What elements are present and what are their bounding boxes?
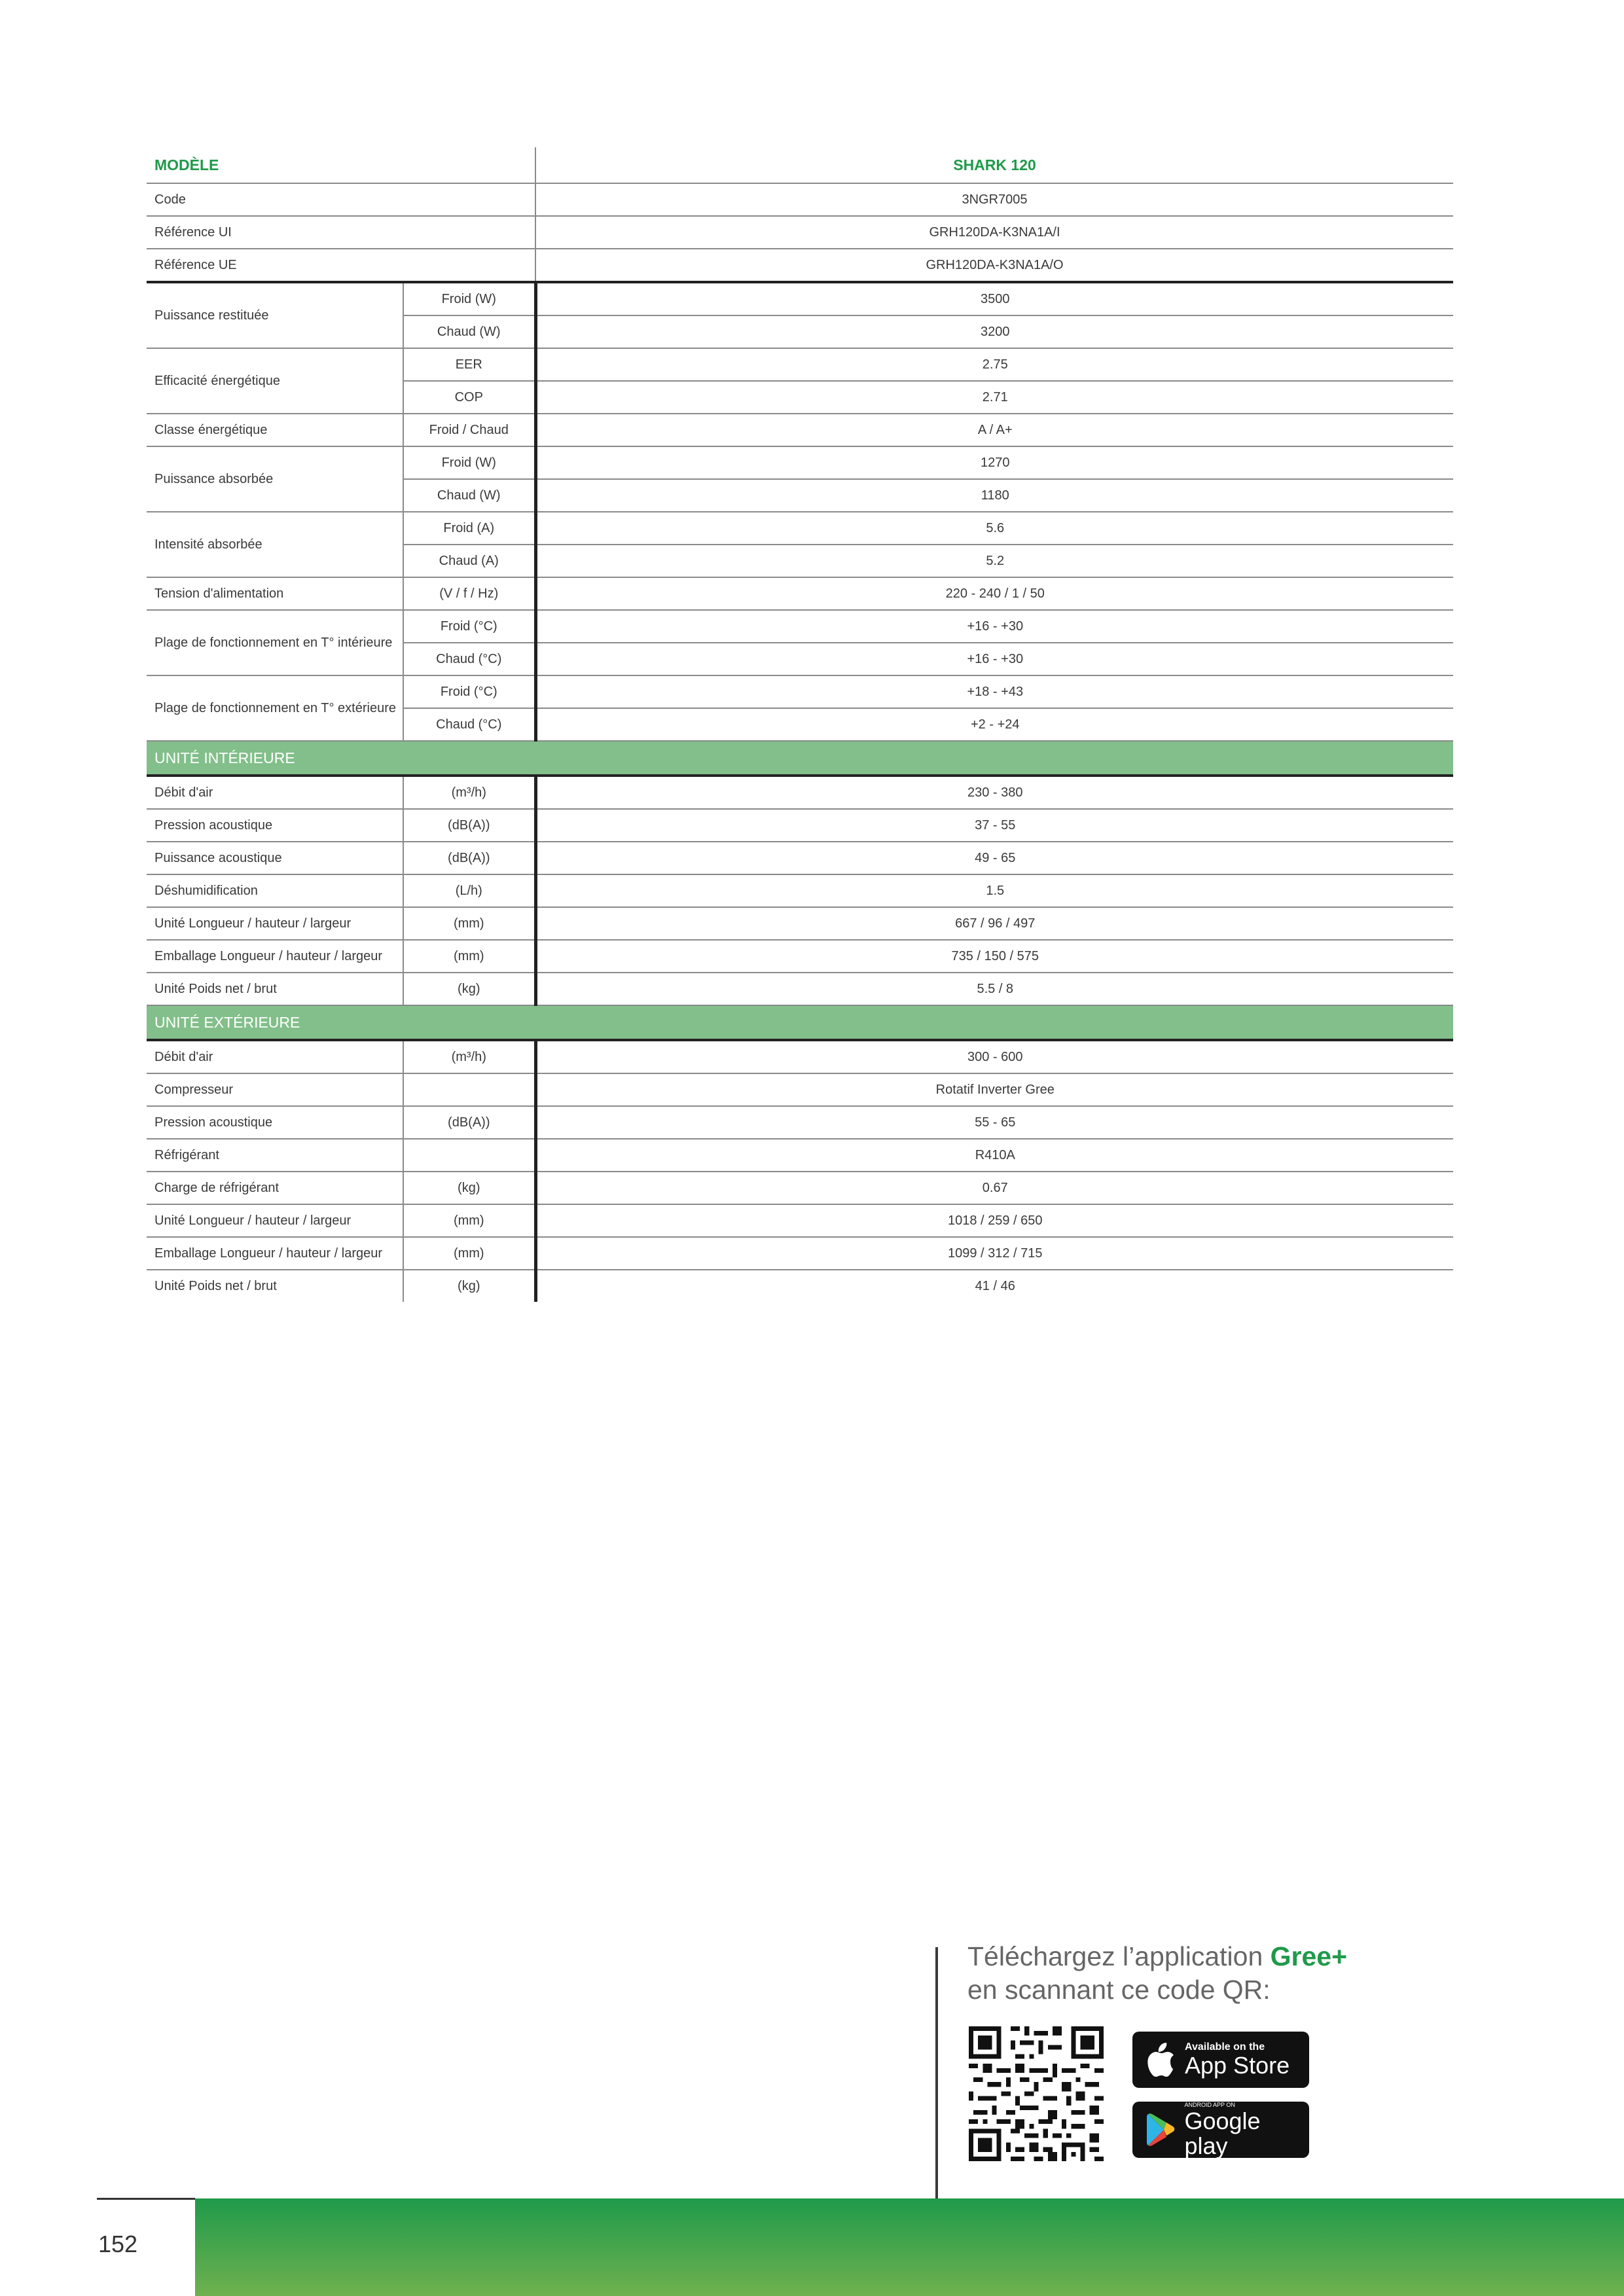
qr-code-icon[interactable] [969,2026,1104,2161]
row-label: Plage de fonctionnement en T° extérieure [147,675,403,741]
row-label: Débit d'air [147,776,403,809]
google-play-badge[interactable] [1132,2102,1309,2158]
row-value: 735 / 150 / 575 [535,940,1453,973]
promo-text: Téléchargez l’application [967,1941,1271,1971]
app-store-small-text: Available on the [1185,2041,1265,2053]
row-value: 41 / 46 [535,1270,1453,1302]
promo-divider [935,1947,938,2200]
row-label: Compresseur [147,1073,403,1106]
row-unit: Froid / Chaud [403,414,535,446]
table-row [147,1237,1453,1270]
google-play-icon [1142,2110,1180,2149]
row-value: R410A [535,1139,1453,1172]
row-unit: (kg) [403,973,535,1005]
row-unit: Chaud (W) [403,315,535,348]
row-value: +16 - +30 [535,643,1453,675]
row-unit: (mm) [403,907,535,940]
row-unit: (mm) [403,940,535,973]
table-row [147,1139,1453,1172]
table-row [147,874,1453,907]
row-value: 49 - 65 [535,842,1453,874]
table-row [147,1073,1453,1106]
row-unit: (L/h) [403,874,535,907]
row-value: 2.75 [535,348,1453,381]
google-play-small-text: ANDROID APP ON [1184,2101,1235,2108]
row-unit: (mm) [403,1237,535,1270]
table-row [147,1040,1453,1073]
row-label: Plage de fonctionnement en T° intérieure [147,610,403,675]
row-label: Classe énergétique [147,414,403,446]
row-unit: (m³/h) [403,776,535,809]
row-value: 3200 [535,315,1453,348]
row-value: 2.71 [535,381,1453,414]
row-label: Unité Poids net / brut [147,973,403,1005]
row-value: 1.5 [535,874,1453,907]
app-store-big-text: App Store [1185,2052,1290,2079]
table-row [147,675,1453,708]
section-title: UNITÉ INTÉRIEURE [147,741,1453,776]
section-header-outdoor [147,1005,1453,1040]
row-unit: EER [403,348,535,381]
table-row [147,183,1453,216]
row-unit: Chaud (°C) [403,708,535,741]
row-value: 220 - 240 / 1 / 50 [535,577,1453,610]
row-label: Code [147,183,535,216]
section-title: UNITÉ EXTÉRIEURE [147,1005,1453,1040]
row-label: Référence UE [147,249,535,282]
model-header-label: MODÈLE [147,147,535,183]
row-unit: (dB(A)) [403,1106,535,1139]
row-label: Puissance restituée [147,282,403,348]
table-row [147,282,1453,315]
table-row [147,940,1453,973]
row-value: 230 - 380 [535,776,1453,809]
row-unit: (m³/h) [403,1040,535,1073]
footer-green-band [195,2198,1624,2296]
row-value: 1018 / 259 / 650 [535,1204,1453,1237]
table-row [147,414,1453,446]
google-play-big-text: Google play [1184,2107,1261,2159]
promo-line1 [967,1941,1347,1972]
row-value: 1270 [535,446,1453,479]
table-header-row [147,147,1453,183]
row-label: Débit d'air [147,1040,403,1073]
row-unit: COP [403,381,535,414]
row-label: Pression acoustique [147,809,403,842]
table-row [147,610,1453,643]
row-unit: (V / f / Hz) [403,577,535,610]
row-label: Charge de réfrigérant [147,1172,403,1204]
row-label: Unité Poids net / brut [154,1278,277,1293]
row-value: 3NGR7005 [535,183,1453,216]
row-label: Emballage Longueur / hauteur / largeur [147,1237,403,1270]
row-value: 37 - 55 [535,809,1453,842]
table-row [147,907,1453,940]
row-unit [403,1073,535,1106]
row-value: 0.67 [535,1172,1453,1204]
row-value: +16 - +30 [535,610,1453,643]
table-row [147,842,1453,874]
row-label: Emballage Longueur / hauteur / largeur [147,940,403,973]
table-row [147,512,1453,545]
row-unit: Froid (°C) [403,675,535,708]
row-label: Pression acoustique [147,1106,403,1139]
model-header-value: SHARK 120 [535,147,1453,183]
row-label: Puissance acoustique [147,842,403,874]
row-unit: Chaud (A) [403,545,535,577]
section-header-indoor [147,741,1453,776]
app-store-badge[interactable] [1132,2032,1309,2088]
row-value: 3500 [535,282,1453,315]
row-value: GRH120DA-K3NA1A/I [535,216,1453,249]
row-label: Unité Longueur / hauteur / largeur [147,1204,403,1237]
row-unit: Froid (W) [403,446,535,479]
promo-brand: Gree+ [1270,1941,1348,1971]
row-value: 667 / 96 / 497 [535,907,1453,940]
row-value: Rotatif Inverter Gree [535,1073,1453,1106]
table-row [147,1172,1453,1204]
row-value: 5.2 [535,545,1453,577]
table-row [147,1270,1453,1302]
row-value: 5.5 / 8 [535,973,1453,1005]
row-value: +2 - +24 [535,708,1453,741]
table-row [147,577,1453,610]
table-row [147,776,1453,809]
row-label: Efficacité énergétique [147,348,403,414]
footer-rule [97,2198,195,2200]
table-row [147,809,1453,842]
row-value: 1180 [535,479,1453,512]
row-value: 55 - 65 [535,1106,1453,1139]
apple-icon [1142,2040,1181,2079]
table-row [147,1204,1453,1237]
row-label: Référence UI [147,216,535,249]
row-unit: (dB(A)) [403,842,535,874]
row-value: 300 - 600 [535,1040,1453,1073]
row-value: GRH120DA-K3NA1A/O [535,249,1453,282]
row-unit [403,1139,535,1172]
page-number: 152 [98,2231,138,2257]
row-unit: Chaud (W) [403,479,535,512]
row-unit: (kg) [403,1172,535,1204]
row-value: 1099 / 312 / 715 [535,1237,1453,1270]
row-value: A / A+ [535,414,1453,446]
table-row [147,249,1453,282]
row-unit: Chaud (°C) [403,643,535,675]
table-row [147,1106,1453,1139]
promo-line2: en scannant ce code QR: [967,1975,1271,2005]
spec-table [147,147,1453,1302]
row-unit: (kg) [403,1270,535,1302]
row-label: Intensité absorbée [147,512,403,577]
row-value: 5.6 [535,512,1453,545]
table-row [147,348,1453,381]
table-row [147,446,1453,479]
row-label: Puissance absorbée [147,446,403,512]
row-value: +18 - +43 [535,675,1453,708]
row-unit: Froid (°C) [403,610,535,643]
row-label: Réfrigérant [147,1139,403,1172]
row-unit: Froid (A) [403,512,535,545]
row-label: Tension d'alimentation [147,577,403,610]
row-unit: (mm) [403,1204,535,1237]
table-row [147,973,1453,1005]
row-unit: (dB(A)) [403,809,535,842]
row-label: Unité Longueur / hauteur / largeur [147,907,403,940]
row-label: Déshumidification [147,874,403,907]
table-row [147,216,1453,249]
row-unit: Froid (W) [403,282,535,315]
